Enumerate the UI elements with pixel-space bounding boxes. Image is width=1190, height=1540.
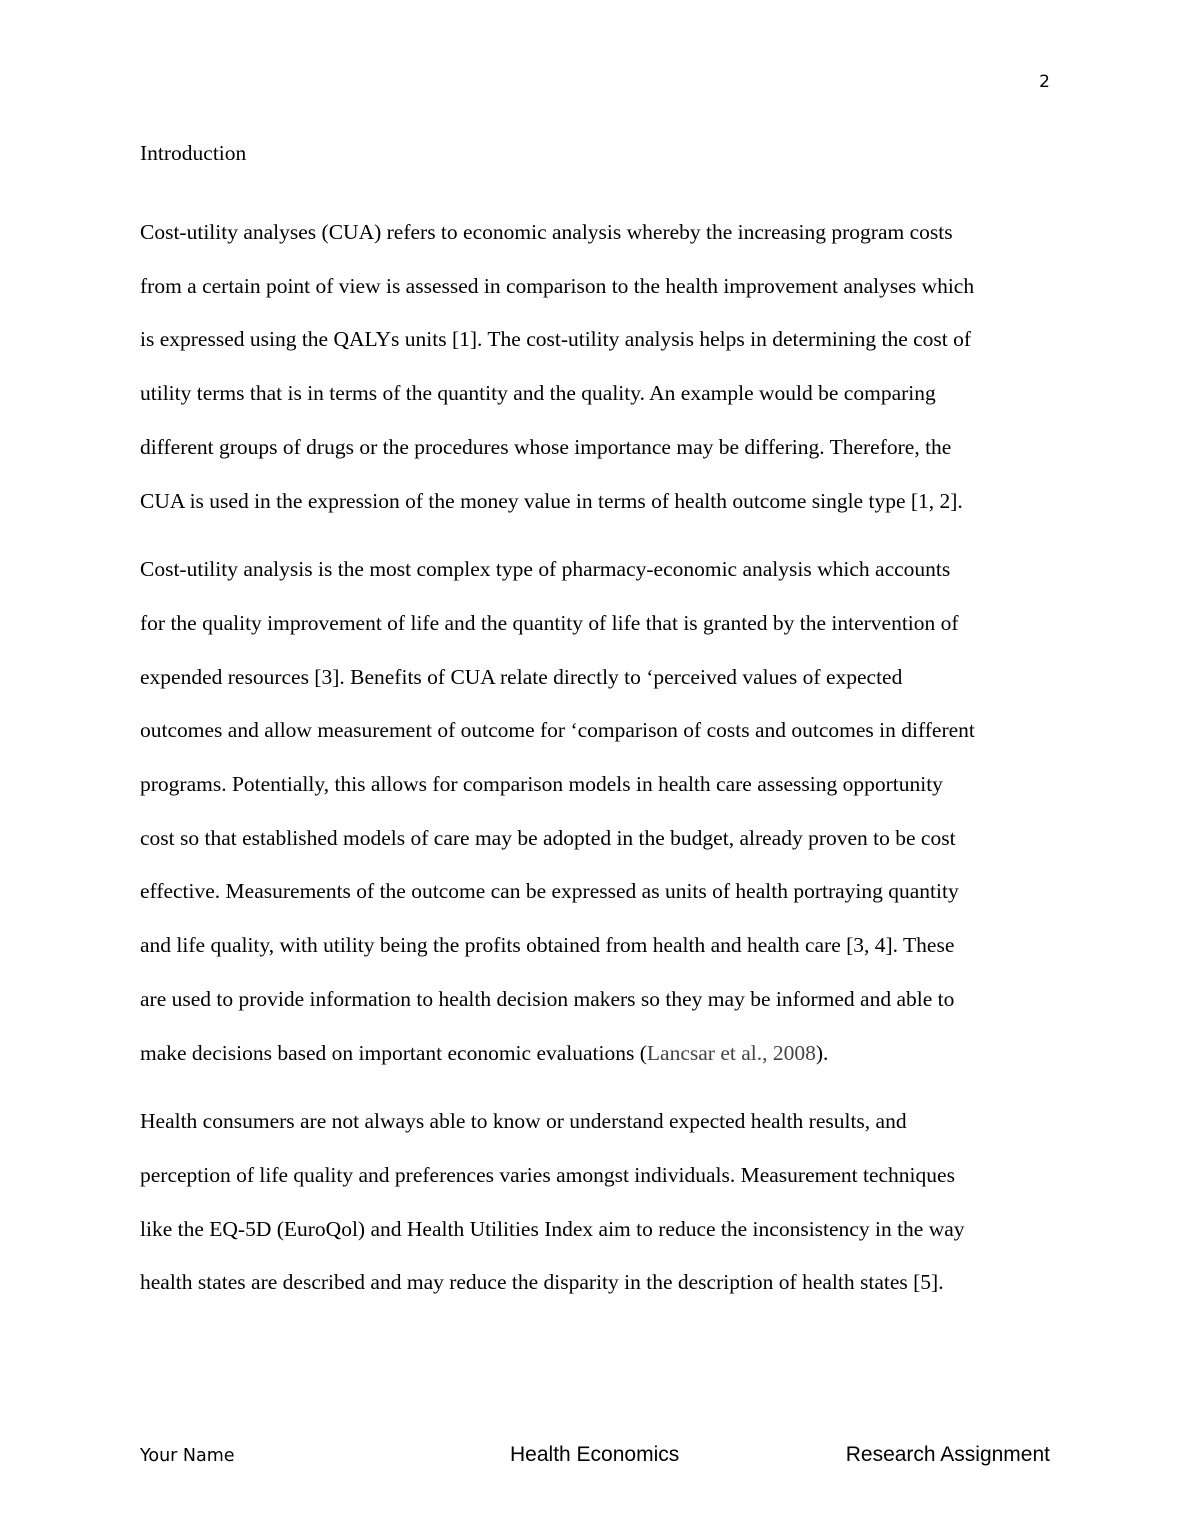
paragraph-2 [140,543,1052,1080]
text-line: Health consumers are not always able to know or understand expected health results, and [140,1109,907,1134]
footer-assignment: Research Assignment [845,1443,1050,1466]
page-footer [140,1442,1050,1472]
text-line: utility terms that is in terms of the quantity and the quality. An example would be comparing [140,381,936,406]
text-line: Cost-utility analyses (CUA) refers to economic analysis whereby the increasing program costs [140,220,953,244]
text-segment: make decisions based on important economic evaluations ( [140,1040,647,1065]
text-line: Cost-utility analysis is the most complex type of pharmacy-economic analysis which accounts [140,557,951,582]
footer-course: Health Economics [510,1443,680,1466]
text-line: different groups of drugs or the procedures whose importance may be differing. Therefore, the [140,434,952,459]
text-line: from a certain point of view is assessed in comparison to the health improvement analyses which [140,273,975,298]
page-number: 2 [1039,72,1050,92]
text-line: is expressed using the QALYs units [1]. The cost-utility analysis helps in determining the cost of [140,327,972,352]
text-line: health states are described and may reduce the disparity in the description of health states [5]. [140,1270,944,1295]
text-line: and life quality, with utility being the profits obtained from health and health care [3, 4]. These [140,933,955,958]
text-line: effective. Measurements of the outcome can be expressed as units of health portraying quantity [140,879,959,904]
text-line: perception of life quality and preferences varies amongst individuals. Measurement techniques [140,1162,955,1187]
text-segment: ). [815,1040,829,1065]
text-line: CUA is used in the expression of the money value in terms of health outcome single type [1, 2]. [140,488,963,513]
footer-author: Your Name [140,1446,235,1466]
text-line [140,1027,1052,1081]
text-line: for the quality improvement of life and the quantity of life that is granted by the intervention of [140,610,959,635]
text-line: like the EQ-5D (EuroQol) and Health Utilities Index aim to reduce the inconsistency in the way [140,1216,965,1241]
paragraph-1 [140,206,1052,528]
text-line: expended resources [3]. Benefits of CUA relate directly to ‘perceived values of expected [140,664,903,689]
section-heading: Introduction [140,141,247,165]
text-line: cost so that established models of care may be adopted in the budget, already proven to be cost [140,825,956,850]
text-line: outcomes and allow measurement of outcome for ‘comparison of costs and outcomes in different [140,718,975,743]
text-line: are used to provide information to health decision makers so they may be informed and able to [140,986,955,1011]
document-body [140,136,1052,1325]
text-line: programs. Potentially, this allows for comparison models in health care assessing opportunity [140,772,943,797]
paragraph-3 [140,1095,1052,1310]
citation-link[interactable]: Lancsar et al., 2008 [646,1040,816,1065]
